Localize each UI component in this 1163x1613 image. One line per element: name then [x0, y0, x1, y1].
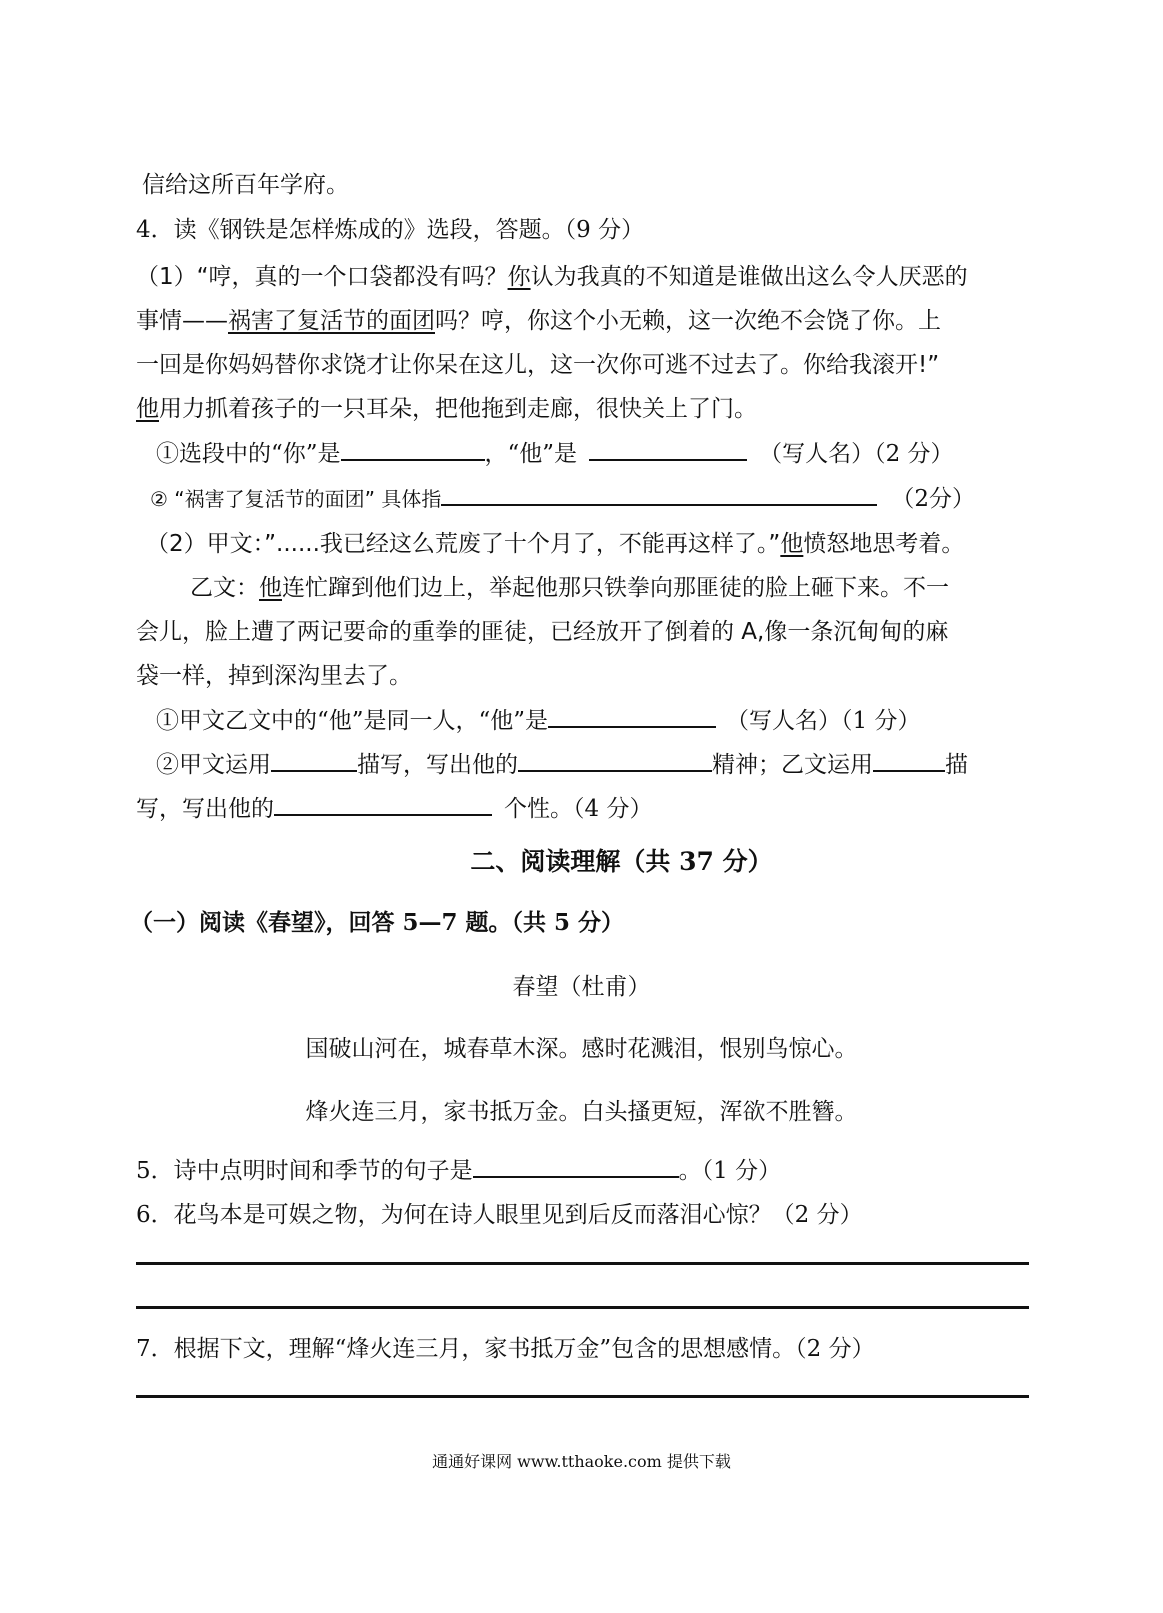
sub-question-2: ② “祸害了复活节的面团” 具体指 （2分）	[150, 480, 975, 513]
page-footer: 通通好课网 www.tthaoke.com 提供下载	[432, 1452, 731, 1471]
poem-line-2: 烽火连三月，家书抵万金。白头搔更短，浑欲不胜簪。	[305, 1099, 858, 1125]
poem-line-1: 国破山河在，城春草木深。感时花溅泪，恨别鸟惊心。	[305, 1036, 858, 1062]
passage-2-line-2: 乙文：他连忙蹿到他们边上，举起他那只铁拳向那匪徒的脸上砸下来。不一	[190, 575, 949, 601]
answer-line-q7-1[interactable]	[136, 1395, 1029, 1398]
answer-blank-spirit[interactable]	[518, 746, 712, 772]
question-7: 7．根据下文，理解“烽火连三月，家书抵万金”包含的思想感情。（2 分）	[136, 1336, 875, 1362]
question-6: 6．花鸟本是可娱之物，为何在诗人眼里见到后反而落泪心惊？（2 分）	[136, 1202, 863, 1228]
answer-blank-method-a[interactable]	[271, 746, 357, 772]
passage-1-line-4: 他用力抓着孩子的一只耳朵，把他拖到走廊，很快关上了门。	[136, 396, 757, 422]
answer-line-q6-1[interactable]	[136, 1262, 1029, 1265]
answer-blank-meaning[interactable]	[441, 480, 877, 506]
answer-blank-ni[interactable]	[341, 435, 485, 461]
answer-line-q6-2[interactable]	[136, 1306, 1029, 1309]
sub-question-4-line-1: ②甲文运用 描写，写出他的 精神；乙文运用 描	[156, 746, 968, 779]
answer-blank-name[interactable]	[548, 702, 716, 728]
question-5: 5．诗中点明时间和季节的句子是 。（1 分）	[136, 1152, 781, 1185]
passage-2-line-3: 会儿，脸上遭了两记要命的重拳的匪徒，已经放开了倒着的 A,像一条沉甸甸的麻	[136, 619, 949, 645]
answer-blank-method-b[interactable]	[873, 746, 945, 772]
sub-question-1: ①选段中的“你”是 ，“他”是 （写人名）（2 分）	[156, 435, 954, 468]
section-2-title: 二、阅读理解（共 37 分）	[470, 847, 773, 876]
poem-title: 春望（杜甫）	[512, 974, 651, 1000]
sub-question-4-line-2: 写，写出他的 个性。（4 分）	[136, 790, 652, 823]
answer-blank-q5[interactable]	[473, 1152, 679, 1178]
answer-blank-personality[interactable]	[274, 790, 492, 816]
part-1-title: （一）阅读《春望》，回答 5—7 题。（共 5 分）	[130, 909, 625, 936]
intro-line: 信给这所百年学府。	[142, 172, 349, 198]
passage-1-line-2: 事情——祸害了复活节的面团吗？哼，你这个小无赖，这一次绝不会饶了你。上	[136, 308, 941, 334]
question-4-prompt: 4．读《钢铁是怎样炼成的》选段，答题。（9 分）	[136, 217, 645, 243]
passage-2-line-4: 袋一样，掉到深沟里去了。	[136, 663, 412, 689]
passage-2-line-1: （2）甲文：”......我已经这么荒废了十个月了，不能再这样了。”他愤怒地思考着。	[146, 531, 965, 557]
passage-1-line-3: 一回是你妈妈替你求饶才让你呆在这儿，这一次你可逃不过去了。你给我滚开!”	[136, 352, 940, 378]
answer-blank-ta[interactable]	[589, 435, 747, 461]
sub-question-3: ①甲文乙文中的“他”是同一人，“他”是 （写人名）（1 分）	[156, 702, 921, 735]
passage-1-line-1: （1）“哼，真的一个口袋都没有吗？你认为我真的不知道是谁做出这么令人厌恶的	[136, 264, 968, 290]
